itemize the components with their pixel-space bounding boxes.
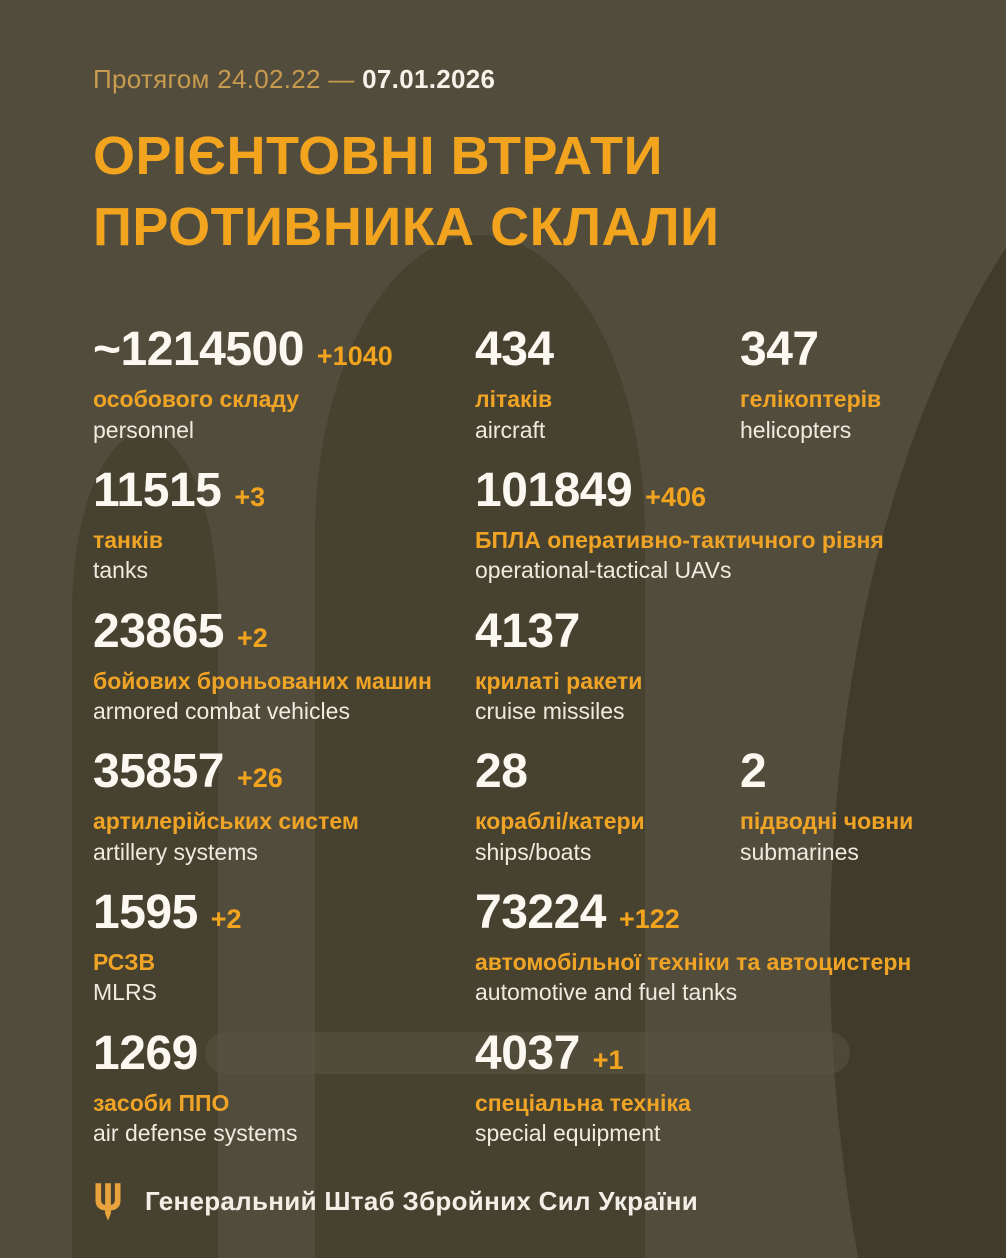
stat-value: 4137 bbox=[475, 604, 580, 658]
stat-submarines bbox=[740, 746, 966, 865]
stat-automotive bbox=[475, 887, 966, 1006]
title-line-1: ОРІЄНТОВНІ ВТРАТИ bbox=[93, 126, 663, 186]
stat-label-en: air defense systems bbox=[93, 1120, 298, 1147]
stat-delta: +2 bbox=[210, 904, 242, 935]
source-text: Генеральний Штаб Збройних Сил України bbox=[145, 1186, 698, 1216]
stat-label-uk: підводні човни bbox=[740, 808, 914, 835]
stat-value: 2 bbox=[740, 745, 767, 799]
stat-personnel bbox=[93, 324, 475, 443]
stat-label-uk: танків bbox=[93, 526, 163, 553]
stat-label-en: MLRS bbox=[93, 979, 157, 1006]
stat-label-en: automotive and fuel tanks bbox=[475, 979, 738, 1006]
stat-uavs bbox=[475, 465, 966, 584]
stat-value: 28 bbox=[475, 745, 528, 799]
stat-label-en: submarines bbox=[740, 838, 859, 865]
stat-mlrs bbox=[93, 887, 475, 1006]
stat-label-en: helicopters bbox=[740, 416, 852, 443]
stat-label-uk: літаків bbox=[475, 386, 553, 413]
stat-value: 434 bbox=[475, 323, 554, 377]
source-attribution bbox=[93, 1183, 966, 1221]
period-prefix: Протягом 24.02.22 — bbox=[93, 64, 355, 94]
stat-air-defense bbox=[93, 1028, 475, 1147]
stat-armored-vehicles bbox=[93, 606, 475, 725]
stat-delta: +406 bbox=[645, 482, 706, 513]
stat-value: 11515 bbox=[93, 464, 222, 518]
stat-label-en: personnel bbox=[93, 416, 195, 443]
stat-label-uk: бойових броньованих машин bbox=[93, 667, 432, 694]
stat-label-uk: кораблі/катери bbox=[475, 808, 645, 835]
stat-value: 23865 bbox=[93, 604, 224, 658]
stat-label-en: special equipment bbox=[475, 1120, 661, 1147]
stat-label-en: tanks bbox=[93, 557, 148, 584]
losses-grid bbox=[93, 324, 966, 1146]
stat-cruise-missiles bbox=[475, 606, 966, 725]
stat-delta: +1 bbox=[592, 1044, 624, 1075]
stat-delta: +3 bbox=[234, 482, 266, 513]
stat-label-uk: РСЗВ bbox=[93, 948, 156, 975]
stat-label-en: artillery systems bbox=[93, 838, 258, 865]
report-period bbox=[93, 64, 966, 95]
stat-value: 347 bbox=[740, 323, 819, 377]
stat-special-equipment bbox=[475, 1028, 966, 1147]
stat-label-uk: гелікоптерів bbox=[740, 386, 882, 413]
page-title bbox=[93, 121, 966, 262]
stat-delta: +1040 bbox=[316, 341, 393, 372]
stat-label-uk: автомобільної техніки та автоцистерн bbox=[475, 948, 912, 975]
stat-value: 1269 bbox=[93, 1026, 198, 1080]
stat-label-uk: БПЛА оперативно-тактичного рівня bbox=[475, 526, 884, 553]
stat-aircraft bbox=[475, 324, 740, 443]
stat-value: 1595 bbox=[93, 886, 198, 940]
stat-value: 73224 bbox=[475, 886, 606, 940]
stat-delta: +26 bbox=[236, 763, 283, 794]
stat-label-uk: крилаті ракети bbox=[475, 667, 643, 694]
stat-label-uk: засоби ППО bbox=[93, 1089, 230, 1116]
stat-label-uk: особового складу bbox=[93, 386, 300, 413]
stat-label-uk: спеціальна техніка bbox=[475, 1089, 691, 1116]
stat-value: ~1214500 bbox=[93, 323, 304, 377]
stat-value: 101849 bbox=[475, 464, 633, 518]
stat-artillery bbox=[93, 746, 475, 865]
stat-value: 4037 bbox=[475, 1026, 580, 1080]
stat-ships bbox=[475, 746, 740, 865]
stat-label-uk: артилерійських систем bbox=[93, 808, 359, 835]
stat-tanks bbox=[93, 465, 475, 584]
tryzub-trident-icon bbox=[93, 1183, 123, 1221]
stat-label-en: cruise missiles bbox=[475, 698, 625, 725]
stat-helicopters bbox=[740, 324, 966, 443]
stat-label-en: armored combat vehicles bbox=[93, 698, 350, 725]
period-end-date: 07.01.2026 bbox=[362, 64, 496, 94]
stat-label-en: aircraft bbox=[475, 416, 546, 443]
stat-delta: +122 bbox=[618, 904, 680, 935]
stat-delta: +2 bbox=[236, 622, 268, 653]
stat-value: 35857 bbox=[93, 745, 224, 799]
title-line-2: ПРОТИВНИКА СКЛАЛИ bbox=[93, 196, 720, 257]
stat-label-en: ships/boats bbox=[475, 838, 592, 865]
stat-label-en: operational-tactical UAVs bbox=[475, 557, 732, 584]
